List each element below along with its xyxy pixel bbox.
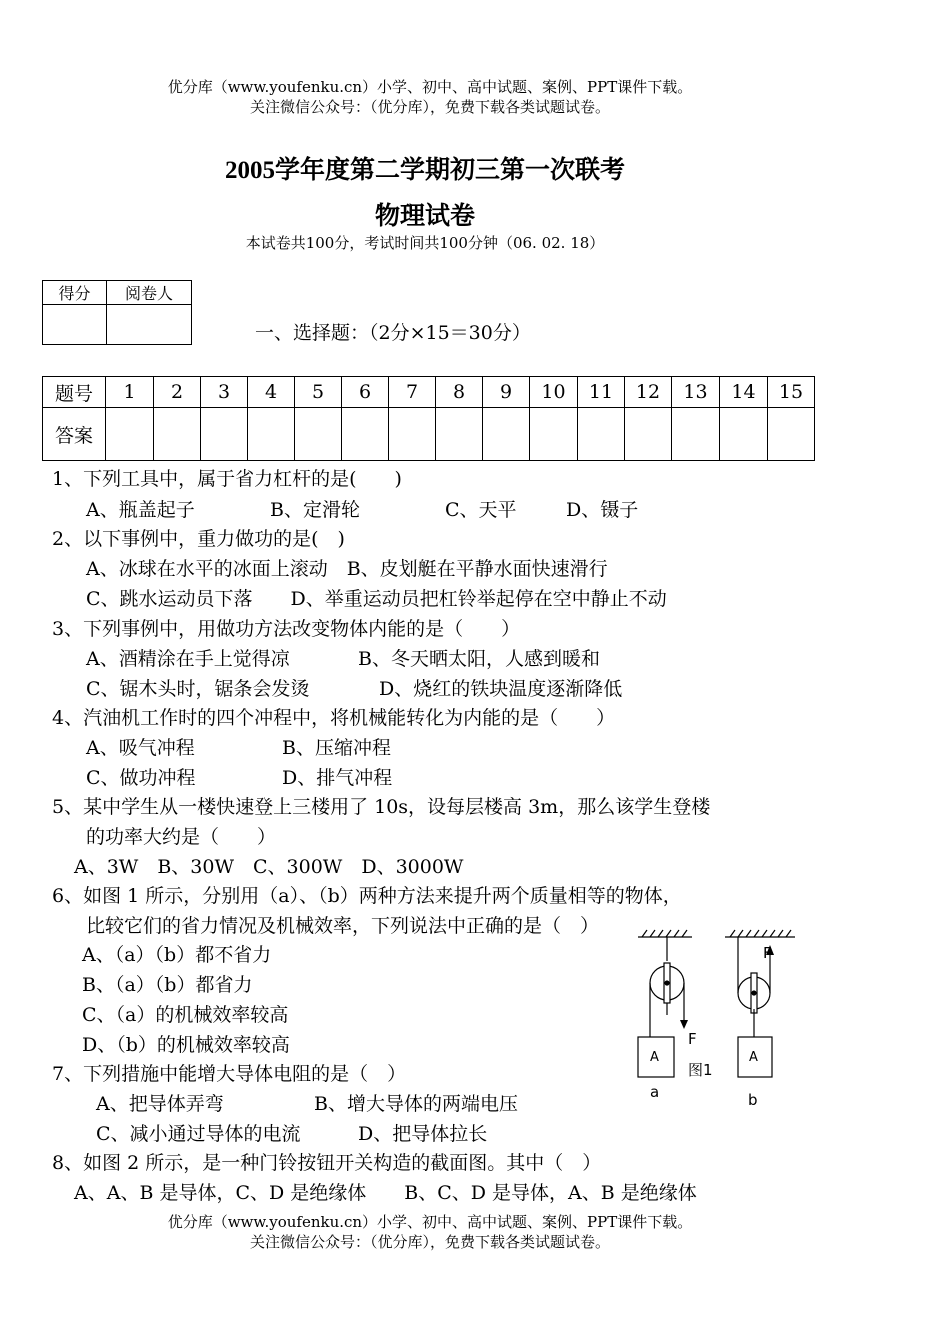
grader-cell[interactable]	[107, 305, 192, 345]
q2-stem: 2、以下事例中，重力做功的是( )	[52, 528, 345, 550]
question-number-cell: 13	[672, 377, 720, 408]
q3-option-a: A、酒精涂在手上觉得凉	[86, 648, 290, 670]
q6-option-d: D、（b）的机械效率较高	[82, 1034, 290, 1056]
q7-option-d: D、把导体拉长	[358, 1123, 488, 1145]
answer-cell[interactable]	[201, 408, 248, 461]
footer-line-1: 优分库（www.youfenku.cn）小学、初中、高中试题、案例、PPT课件下载。	[167, 1213, 693, 1231]
q1-option-c: C、天平	[445, 499, 517, 521]
q2-options-cd: C、跳水运动员下落 D、举重运动员把杠铃举起停在空中静止不动	[86, 588, 667, 610]
q7-option-a: A、把导体弄弯	[96, 1093, 224, 1115]
q5-stem-line1: 5、某中学生从一楼快速登上三楼用了 10s，设每层楼高 3m，那么该学生登楼	[52, 796, 711, 818]
q6-option-a: A、（a）（b）都不省力	[82, 944, 272, 966]
fig-force-b: F	[763, 944, 772, 962]
q8-stem: 8、如图 2 所示，是一种门铃按钮开关构造的截面图。其中（ ）	[52, 1152, 602, 1174]
q4-stem: 4、汽油机工作时的四个冲程中，将机械能转化为内能的是（ ）	[52, 707, 616, 729]
fig-block-a: A	[650, 1050, 659, 1065]
q7-option-b: B、增大导体的两端电压	[314, 1093, 518, 1115]
question-number-cell: 6	[342, 377, 389, 408]
question-number-cell: 7	[389, 377, 436, 408]
q4-option-a: A、吸气冲程	[86, 737, 195, 759]
q3-option-b: B、冬天晒太阳，人感到暖和	[358, 648, 600, 670]
question-number-cell: 4	[248, 377, 295, 408]
q8-options-ab: A、A、B 是导体，C、D 是绝缘体 B、C、D 是导体，A、B 是绝缘体	[74, 1182, 697, 1204]
q2-options-ab: A、冰球在水平的冰面上滚动 B、皮划艇在平静水面快速滑行	[86, 558, 608, 580]
question-number-cell: 5	[295, 377, 342, 408]
row-label-answer: 答案	[43, 408, 106, 461]
question-number-cell: 8	[436, 377, 483, 408]
figure-1-pulleys	[630, 925, 800, 1110]
q6-option-c: C、（a）的机械效率较高	[82, 1004, 289, 1026]
q5-options: A、3W B、30W C、300W D、3000W	[74, 856, 464, 878]
question-number-cell: 3	[201, 377, 248, 408]
score-label: 得分	[43, 281, 107, 305]
q4-option-b: B、压缩冲程	[282, 737, 391, 759]
question-number-cell: 10	[530, 377, 578, 408]
answer-cell[interactable]	[436, 408, 483, 461]
q7-option-c: C、减小通过导体的电流	[96, 1123, 301, 1145]
grader-label: 阅卷人	[107, 281, 192, 305]
answer-cell[interactable]	[389, 408, 436, 461]
q4-option-d: D、排气冲程	[282, 767, 393, 789]
section-heading: 一、选择题：（2分×15＝30分）	[255, 322, 531, 344]
answer-cell[interactable]	[248, 408, 295, 461]
score-table	[42, 280, 192, 345]
answer-cell[interactable]	[625, 408, 672, 461]
fig-block-b: A	[749, 1050, 758, 1065]
exam-subtitle: 物理试卷	[374, 203, 475, 230]
answer-cell[interactable]	[578, 408, 625, 461]
footer-line-2: 关注微信公众号：（优分库），免费下载各类试题试卷。	[249, 1233, 610, 1251]
answer-cell[interactable]	[295, 408, 342, 461]
fig-force-a: F	[688, 1030, 697, 1048]
q1-option-d: D、镊子	[566, 499, 639, 521]
answer-cell[interactable]	[154, 408, 201, 461]
question-number-cell: 15	[768, 377, 815, 408]
answer-cell[interactable]	[106, 408, 154, 461]
question-number-cell: 12	[625, 377, 672, 408]
exam-info: 本试卷共100分，考试时间共100分钟（06. 02. 18）	[245, 234, 605, 252]
question-number-cell: 9	[483, 377, 530, 408]
answer-cell[interactable]	[768, 408, 815, 461]
question-number-cell: 2	[154, 377, 201, 408]
answer-cell[interactable]	[720, 408, 768, 461]
header-line-2: 关注微信公众号：（优分库），免费下载各类试题试卷。	[249, 98, 610, 116]
q6-stem-line2: 比较它们的省力情况及机械效率，下列说法中正确的是（ ）	[86, 915, 600, 937]
q5-stem-line2: 的功率大约是（ ）	[86, 826, 277, 848]
q1-option-b: B、定滑轮	[270, 499, 360, 521]
q6-stem-line1: 6、如图 1 所示，分别用（a）、（b）两种方法来提升两个质量相等的物体，	[52, 885, 682, 907]
score-cell[interactable]	[43, 305, 107, 345]
exam-title: 2005学年度第二学期初三第一次联考	[224, 157, 625, 184]
row-label-number: 题号	[43, 377, 106, 408]
q1-option-a: A、瓶盖起子	[86, 499, 195, 521]
q4-option-c: C、做功冲程	[86, 767, 196, 789]
fig-label-a: a	[650, 1083, 660, 1101]
q1-stem: 1、下列工具中，属于省力杠杆的是( )	[52, 468, 402, 490]
question-number-cell: 11	[578, 377, 625, 408]
answer-cell[interactable]	[672, 408, 720, 461]
answer-cell[interactable]	[483, 408, 530, 461]
q3-option-d: D、烧红的铁块温度逐渐降低	[379, 678, 623, 700]
q6-option-b: B、（a）（b）都省力	[82, 974, 253, 996]
header-line-1: 优分库（www.youfenku.cn）小学、初中、高中试题、案例、PPT课件下载。	[167, 78, 693, 96]
q3-option-c: C、锯木头时，锯条会发烫	[86, 678, 310, 700]
answer-cell[interactable]	[342, 408, 389, 461]
q7-stem: 7、下列措施中能增大导体电阻的是（ ）	[52, 1063, 407, 1085]
figure-1-caption: 图1	[688, 1061, 713, 1079]
fig-label-b: b	[748, 1091, 758, 1109]
question-number-cell: 1	[106, 377, 154, 408]
answer-cell[interactable]	[530, 408, 578, 461]
q3-stem: 3、下列事例中，用做功方法改变物体内能的是（ ）	[52, 618, 521, 640]
question-number-cell: 14	[720, 377, 768, 408]
answer-table	[42, 376, 815, 461]
